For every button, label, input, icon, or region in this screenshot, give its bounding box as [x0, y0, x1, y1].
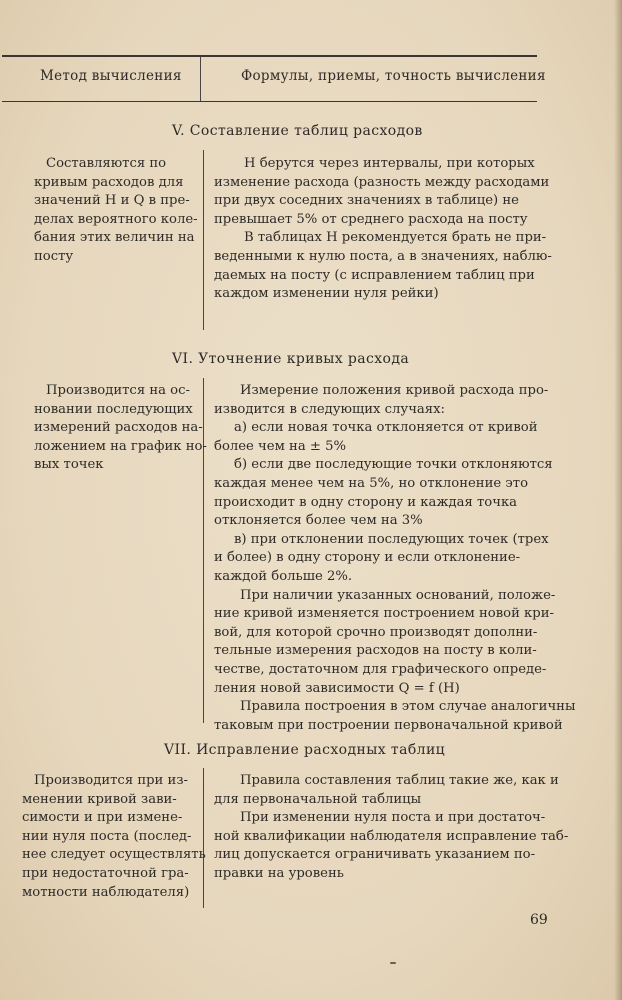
- text-line: каждой больше 2%.: [214, 568, 353, 584]
- section-formula-text: [214, 772, 569, 884]
- column-divider: [203, 378, 204, 723]
- header-method-label: Метод вычисления: [40, 68, 182, 84]
- text-line: Производится при из-: [34, 773, 188, 788]
- text-line: кривым расходов для: [34, 174, 184, 190]
- text-line: отклоняется более чем на 3%: [214, 513, 423, 529]
- text-line: При наличии указанных оснований, положе-: [240, 587, 556, 603]
- text-line: ние кривой изменяется построением новой кри-: [214, 606, 554, 622]
- text-line: Составляются по: [46, 156, 167, 171]
- header-top-rule: [2, 55, 537, 57]
- text-line: новании последующих: [34, 401, 193, 417]
- text-line: тельные измерения расходов на посту в коли-: [214, 643, 537, 659]
- text-line: Правила построения в этом случае аналогичны: [240, 699, 576, 715]
- column-divider: [203, 150, 204, 330]
- section-method-text: [22, 772, 206, 902]
- text-line: посту: [34, 248, 74, 264]
- text-line: бания этих величин на: [34, 230, 195, 246]
- text-line: В таблицах H рекомендуется брать не при-: [244, 230, 547, 246]
- text-line: При изменении нуля поста и при достаточ-: [240, 810, 546, 826]
- text-line: делах вероятного коле-: [34, 211, 198, 227]
- text-line: при двух соседних значениях в таблице) не: [214, 193, 519, 209]
- header-column-divider: [200, 57, 201, 101]
- text-line: даемых на посту (с исправлением таблиц при: [214, 267, 535, 283]
- text-line: ложением на график но-: [34, 438, 207, 454]
- section-title: VII. Исправление расходных таблиц: [164, 742, 446, 758]
- print-speck: [390, 962, 396, 964]
- text-line: нее следует осуществлять: [22, 847, 206, 863]
- section-formula-text: [214, 382, 576, 735]
- text-line: каждом изменении нуля рейки): [214, 286, 439, 302]
- text-line: Измерение положения кривой расхода про-: [240, 383, 549, 398]
- text-line: Правила составления таблиц такие же, как и: [240, 773, 559, 788]
- page-edge-shadow: [614, 0, 622, 1000]
- text-line: Производится на ос-: [46, 383, 190, 398]
- text-line: изменение расхода (разность между расходами: [214, 174, 550, 190]
- text-line: нии нуля поста (послед-: [22, 828, 192, 844]
- text-line: ления новой зависимости Q = f (H): [214, 680, 460, 696]
- section-method-text: [34, 382, 207, 475]
- text-line: в) при отклонении последующих точек (трех: [234, 531, 549, 547]
- text-line: ной квалификации наблюдателя исправление таб-: [214, 828, 569, 844]
- text-line: превышает 5% от среднего расхода на посту: [214, 211, 528, 227]
- text-line: б) если две последующие точки отклоняются: [234, 457, 553, 473]
- column-divider: [203, 768, 204, 908]
- text-line: происходит в одну сторону и каждая точка: [214, 494, 518, 510]
- text-line: вой, для которой срочно производят дополни-: [214, 624, 538, 640]
- text-line: H берутся через интервалы, при которых: [244, 156, 535, 171]
- text-line: мотности наблюдателя): [22, 884, 190, 900]
- text-line: для первоначальной таблицы: [214, 791, 422, 807]
- text-line: вых точек: [34, 457, 104, 473]
- text-line: правки на уровень: [214, 865, 344, 881]
- text-line: при недостаточной гра-: [22, 865, 189, 881]
- section-method-text: [34, 155, 198, 267]
- text-line: более чем на ± 5%: [214, 438, 347, 454]
- section-title: V. Составление таблиц расходов: [172, 123, 423, 139]
- text-line: изводится в следующих случаях:: [214, 401, 445, 417]
- text-line: измерений расходов на-: [34, 420, 203, 436]
- header-bottom-rule: [2, 101, 537, 102]
- header-formulas-label: Формулы, приемы, точность вычисления: [241, 68, 546, 84]
- text-line: таковым при построении первоначальной кривой: [214, 717, 563, 733]
- section-formula-text: [214, 155, 556, 304]
- text-line: веденными к нулю поста, а в значениях, наблю-: [214, 248, 552, 264]
- text-line: значений H и Q в пре-: [34, 193, 190, 209]
- text-line: каждая менее чем на 5%, но отклонение это: [214, 475, 529, 491]
- text-line: симости и при измене-: [22, 810, 183, 826]
- text-line: а) если новая точка отклоняется от кривой: [234, 420, 538, 436]
- text-line: лиц допускается ограничивать указанием по-: [214, 847, 536, 863]
- text-line: честве, достаточном для графического опреде-: [214, 661, 547, 677]
- text-line: и более) в одну сторону и если отклонение-: [214, 550, 521, 566]
- text-line: менении кривой зави-: [22, 791, 177, 807]
- section-title: VI. Уточнение кривых расхода: [172, 351, 410, 367]
- page-number: 69: [530, 912, 548, 928]
